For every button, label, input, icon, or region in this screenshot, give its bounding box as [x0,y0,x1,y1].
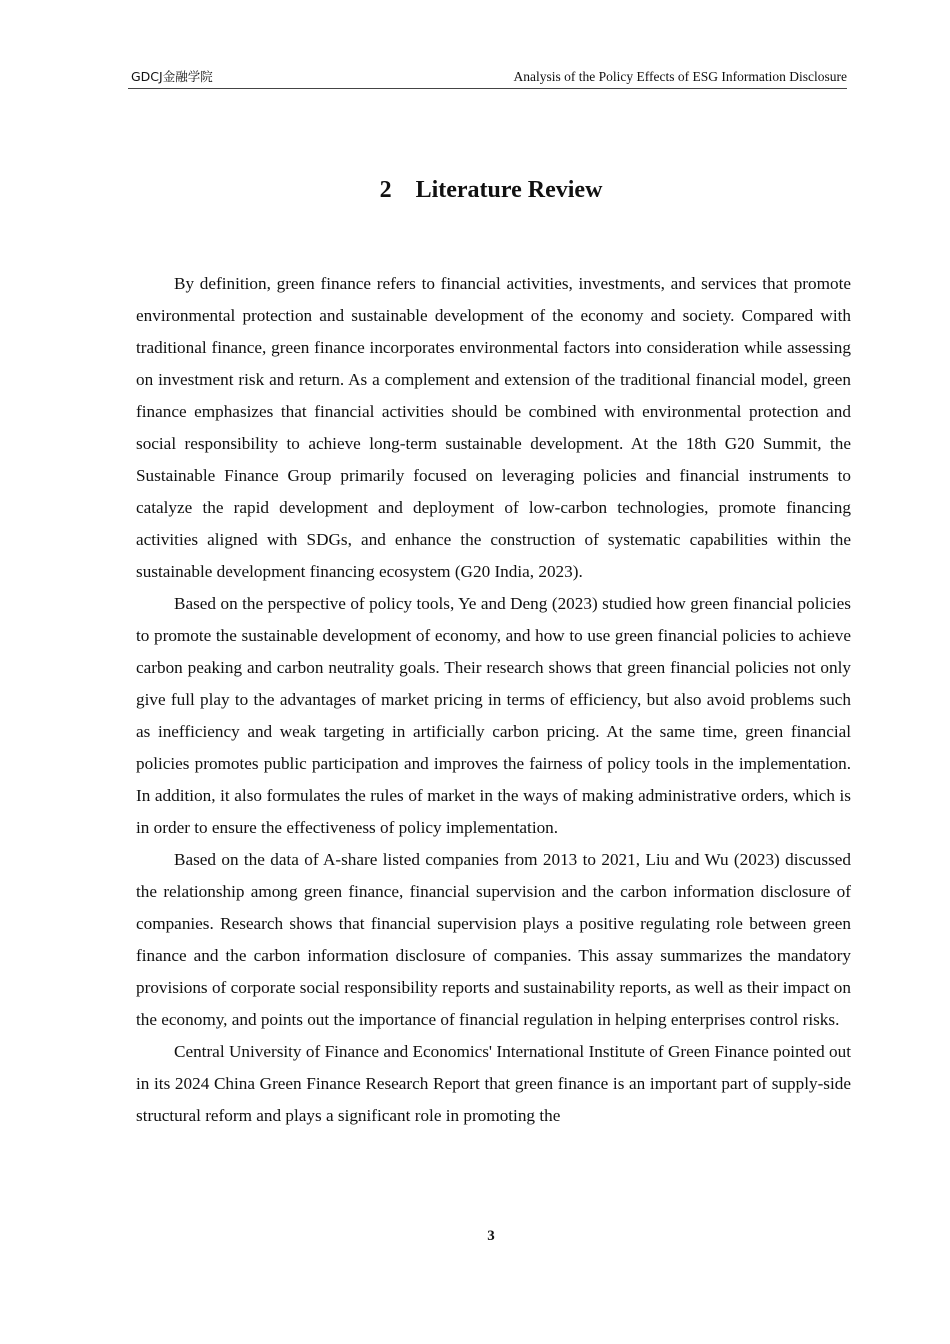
paragraph: Based on the perspective of policy tools, Ye and Deng (2023) studied how green financial policies to promote the sustainable development of economy, and how to use green financial policies to achieve carbon peaking and carbon neutrality goals. Their research shows that green financial policies not only give full play to the advantages of market pricing in terms of efficiency, but also avoid problems such as inefficiency and weak targeting in artificially carbon pricing. At the same time, green financial policies promotes public participation and improves the fairness of policy tools in the implementation. In addition, it also formulates the rules of market in the ways of making administrative orders, which is in order to ensure the effectiveness of policy implementation. [136,594,851,837]
chapter-title: Literature Review [415,177,603,203]
paragraph: Based on the data of A-share listed companies from 2013 to 2021, Liu and Wu (2023) discussed the relationship among green finance, financial supervision and the carbon information disclosure of companies. Research shows that financial supervision plays a positive regulating role between green finance and the carbon information disclosure of companies. This assay summarizes the mandatory provisions of corporate social responsibility reports and sustainability reports, as well as their impact on the economy, and points out the importance of financial regulation in helping enterprises control risks. [136,850,851,1029]
header-paper-title: Analysis of the Policy Effects of ESG Information Disclosure [513,69,847,84]
paragraph: By definition, green finance refers to financial activities, investments, and services that promote environmental protection and sustainable development of the economy and society. Compared with traditional finance, green finance incorporates environmental factors into consideration while assessing on investment risk and return. As a complement and extension of the traditional financial model, green finance emphasizes that financial activities should be combined with environmental protection and social responsibility to achieve long-term sustainable development. At the 18th G20 Summit, the Sustainable Finance Group primarily focused on leveraging policies and financial instruments to catalyze the rapid development and deployment of low-carbon technologies, promote financing activities aligned with SDGs, and enhance the construction of systematic capabilities within the sustainable development financing ecosystem (G20 India, 2023). [136,274,851,581]
page-number: 3 [487,1228,495,1244]
chapter-number: 2 [379,177,392,203]
paragraph: Central University of Finance and Economics' International Institute of Green Finance pointed out in its 2024 China Green Finance Research Report that green finance is an important part of supply-side structural reform and plays a significant role in promoting the [136,1042,851,1125]
header-institution: GDCJ金融学院 [131,69,213,84]
body-text [136,268,851,1132]
chapter-heading [0,172,950,208]
running-header [128,66,847,89]
